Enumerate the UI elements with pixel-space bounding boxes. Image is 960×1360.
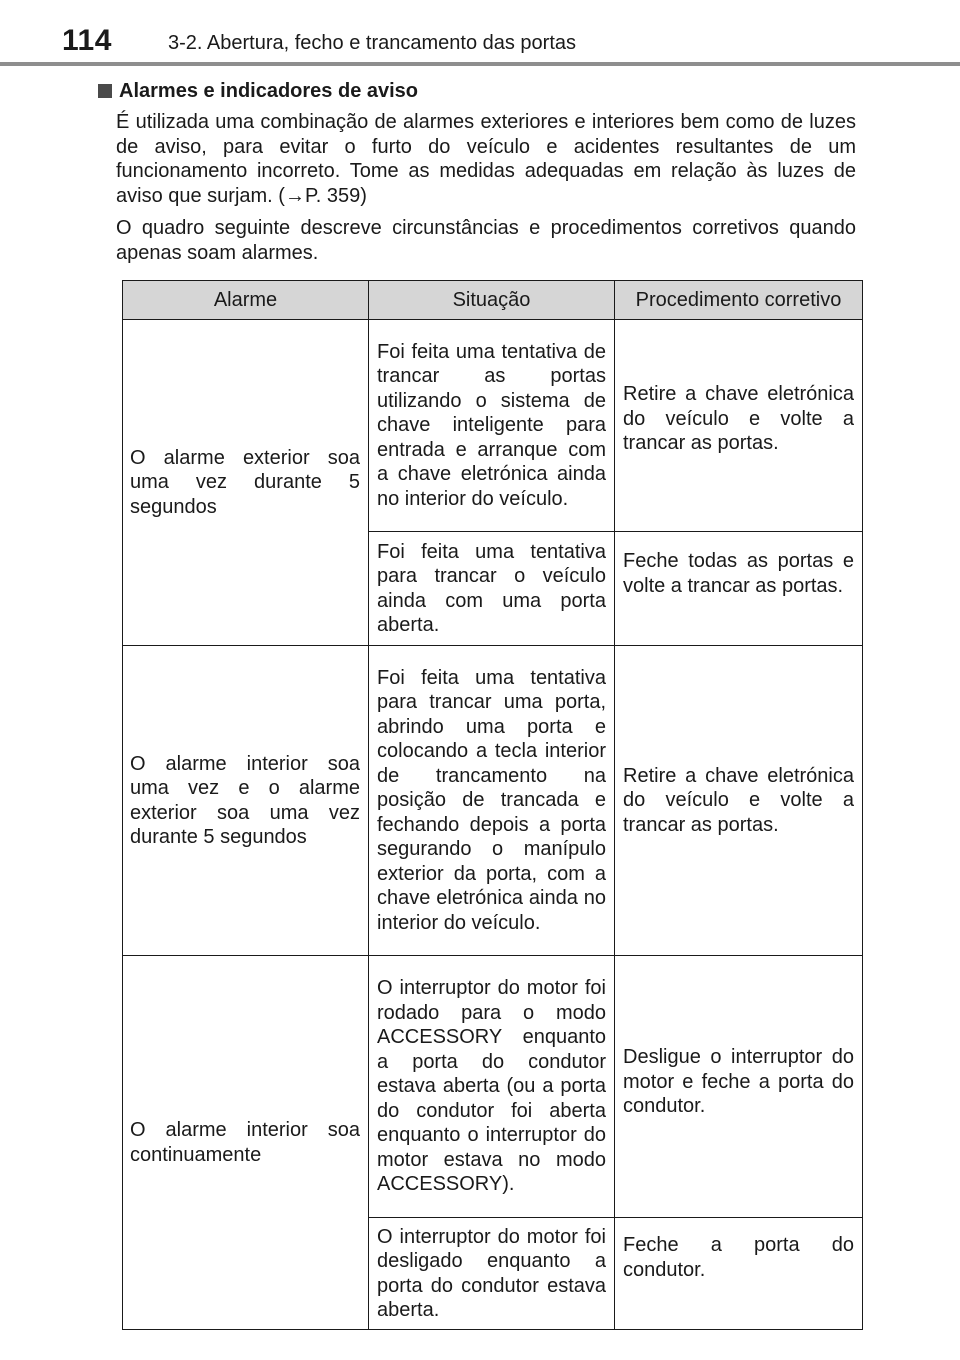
intro-section [96,78,856,265]
action-cell: Feche todas as portas e volte a trancar as portas. [615,532,863,646]
table-row [123,320,863,532]
action-cell: Retire a chave eletrónica do veículo e volte a trancar as portas. [615,646,863,956]
situation-cell: Foi feita uma tentativa para trancar o veículo ainda com uma porta aberta. [369,532,615,646]
table-row [123,956,863,1218]
subheading [96,78,856,104]
square-bullet-icon [98,84,112,98]
situation-cell: O interruptor do motor foi rodado para o modo ACCESSORY enquanto a porta do condutor estava aberta (ou a porta do condutor foi aberta enquanto o interruptor do motor estava no modo ACCESSORY). [369,956,615,1218]
alarm-cell: O alarme interior soa continuamente [123,956,369,1330]
intro-paragraph: É utilizada uma combinação de alarmes exteriores e interiores bem como de luzes de aviso, para evitar o furto do veículo e acidentes resultantes de um funcionamento incorreto. Tome as medidas adequadas em relação às luzes de aviso que surjam. (→P. 359) [116,111,856,207]
alarm-cell: O alarme interior soa uma vez e o alarme exterior soa uma vez durante 5 segundos [123,646,369,956]
situation-cell: O interruptor do motor foi desligado enquanto a porta do condutor estava aberta. [369,1218,615,1330]
header-divider [0,62,960,66]
header-alarm: Alarme [123,281,369,320]
situation-cell: Foi feita uma tentativa de trancar as portas utilizando o sistema de chave inteligente para entrada e arranque com a chave eletrónica ainda no interior do veículo. [369,320,615,532]
action-cell: Desligue o interruptor do motor e feche a porta do condutor. [615,956,863,1218]
situation-cell: Foi feita uma tentativa para trancar uma porta, abrindo uma porta e colocando a tecla interior de trancamento na posição de trancada e fechando depois a porta segurando o manípulo exterior da porta, com a chave eletrónica ainda no interior do veículo. [369,646,615,956]
page-number: 114 [62,24,112,57]
action-cell: Feche a porta do condutor. [615,1218,863,1330]
header-situation: Situação [369,281,615,320]
header-corrective-action: Procedimento corretivo [615,281,863,320]
action-cell: Retire a chave eletrónica do veículo e volte a trancar as portas. [615,320,863,532]
table-header-row [123,281,863,320]
alarms-table [122,280,863,1330]
subheading-text: Alarmes e indicadores de aviso [119,79,419,102]
table-row [123,646,863,956]
page-header [0,0,960,66]
section-title: 3-2. Abertura, fecho e trancamento das portas [168,32,577,54]
alarm-cell: O alarme exterior soa uma vez durante 5 segundos [123,320,369,646]
table-intro-paragraph: O quadro seguinte descreve circunstâncias e procedimentos corretivos quando apenas soam alarmes. [116,217,856,264]
